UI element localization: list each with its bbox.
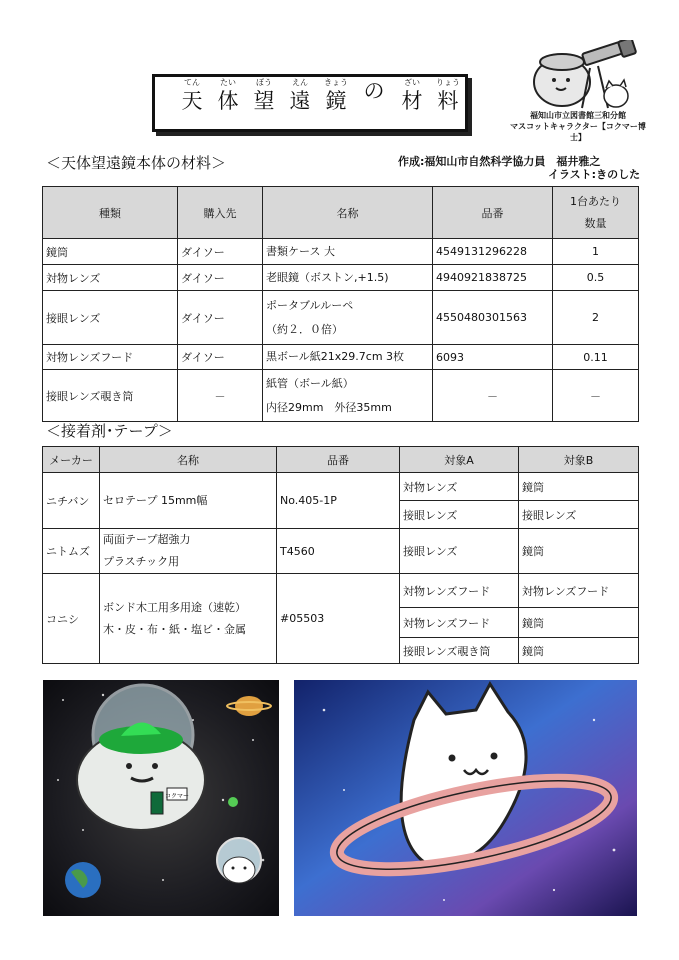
cell-name-line1: ボンド木工用多用途（速乾） xyxy=(103,600,246,614)
mascot-illustration xyxy=(520,40,640,112)
header-qty xyxy=(553,187,639,239)
cell-qty: 1 xyxy=(553,239,639,265)
cell-name-line2: 内径29mm 外径35mm xyxy=(266,400,392,414)
title-kanji: 天 xyxy=(181,89,203,113)
cell-name xyxy=(263,345,433,370)
cell-target-a: 接眼レンズ xyxy=(400,529,519,574)
cell-target-b: 鏡筒 xyxy=(519,608,639,638)
header-code: 品番 xyxy=(277,447,400,473)
cell-name-line1: 黒ボール紙21x29.7cm 3枚 xyxy=(266,350,405,363)
cell-type: 鏡筒 xyxy=(43,239,178,265)
title-kanji: の xyxy=(363,79,385,103)
cell-target-a: 接眼レンズ xyxy=(400,501,519,529)
table-row xyxy=(43,529,639,574)
cell-name-line1: セロテープ 15mm幅 xyxy=(103,493,208,507)
cell-target-b: 鏡筒 xyxy=(519,638,639,664)
cell-target-a: 対物レンズフード xyxy=(400,608,519,638)
cell-code: － xyxy=(433,370,553,422)
section-heading-adhesives: ＜接着剤･テープ＞ xyxy=(46,422,173,440)
title-kanji: 遠 xyxy=(289,89,311,113)
cell-qty: － xyxy=(553,370,639,422)
cell-type: 対物レンズフード xyxy=(43,345,178,370)
title-char xyxy=(394,78,430,114)
title-ruby: りょう xyxy=(436,78,460,87)
header-name: 名称 xyxy=(263,187,433,239)
cell-shop: ダイソー xyxy=(178,345,263,370)
title-kanji: 体 xyxy=(217,89,239,113)
header-target-a: 対象A xyxy=(400,447,519,473)
table-row xyxy=(43,345,639,370)
mascot-caption: マスコットキャラクター【コクマー博士】 xyxy=(510,122,646,142)
cell-name-line1: 書類ケース 大 xyxy=(266,244,335,258)
cell-name-line2: 木・皮・布・紙・塩ビ・金属 xyxy=(103,622,246,636)
header-type: 種類 xyxy=(43,187,178,239)
header-name: 名称 xyxy=(100,447,277,473)
cell-target-b: 対物レンズフード xyxy=(519,574,639,608)
cell-target-b: 鏡筒 xyxy=(519,473,639,501)
title-char xyxy=(282,78,318,114)
cell-code: No.405-1P xyxy=(277,473,400,529)
title-kanji: 鏡 xyxy=(325,89,347,113)
cell-name-line2: プラスチック用 xyxy=(103,555,180,568)
title-ruby: えん xyxy=(292,78,308,87)
header-shop: 購入先 xyxy=(178,187,263,239)
title-char xyxy=(210,78,246,114)
cell-type: 対物レンズ xyxy=(43,265,178,291)
title-char xyxy=(174,78,210,114)
cell-name xyxy=(100,473,277,529)
table-header-row xyxy=(43,447,639,473)
saturn-cat-illustration xyxy=(294,680,637,916)
title-ruby: ざい xyxy=(404,78,420,87)
title-ruby: たい xyxy=(220,78,236,87)
title-char xyxy=(430,78,466,114)
table-row xyxy=(43,473,639,501)
cell-code: 4940921838725 xyxy=(433,265,553,291)
table-row xyxy=(43,291,639,345)
cell-target-b: 接眼レンズ xyxy=(519,501,639,529)
cell-target-a: 対物レンズ xyxy=(400,473,519,501)
cell-code: 4550480301563 xyxy=(433,291,553,345)
header-qty-line1: 1台あたり xyxy=(570,194,621,208)
table-row xyxy=(43,574,639,608)
cell-qty: 2 xyxy=(553,291,639,345)
telescope-materials-table xyxy=(42,186,639,422)
cell-qty: 0.5 xyxy=(553,265,639,291)
cell-name xyxy=(100,529,277,574)
title-char xyxy=(356,78,392,104)
cell-name-line2: （約２．０倍） xyxy=(266,322,343,336)
cell-maker: ニトムズ xyxy=(43,529,100,574)
cell-target-a: 接眼レンズ覗き筒 xyxy=(400,638,519,664)
table-row xyxy=(43,370,639,422)
nameplate-text: コクマー xyxy=(164,793,190,800)
cell-name xyxy=(100,574,277,664)
title-kanji: 望 xyxy=(253,89,275,113)
title-ruby: てん xyxy=(184,78,200,87)
table-row xyxy=(43,239,639,265)
header-qty-line2: 数量 xyxy=(584,216,607,230)
title-char xyxy=(318,78,354,114)
cell-code: #05503 xyxy=(277,574,400,664)
cell-name xyxy=(263,291,433,345)
header-maker: メーカー xyxy=(43,447,100,473)
cell-shop: ダイソー xyxy=(178,265,263,291)
title-ruby: ぼう xyxy=(256,78,272,87)
header-target-b: 対象B xyxy=(519,447,639,473)
cell-code: 4549131296228 xyxy=(433,239,553,265)
cell-maker: コニシ xyxy=(43,574,100,664)
cell-type: 接眼レンズ xyxy=(43,291,178,345)
header-code: 品番 xyxy=(433,187,553,239)
cell-shop: － xyxy=(178,370,263,422)
cell-name-line1: 両面テープ超強力 xyxy=(103,533,191,546)
adhesives-table xyxy=(42,446,639,664)
cell-name xyxy=(263,265,433,291)
title-kanji: 料 xyxy=(437,89,459,113)
cell-code: 6093 xyxy=(433,345,553,370)
title-kanji: 材 xyxy=(401,89,423,113)
cell-target-a: 対物レンズフード xyxy=(400,574,519,608)
cell-shop: ダイソー xyxy=(178,291,263,345)
title-ruby: きょう xyxy=(324,78,348,87)
table-row xyxy=(43,265,639,291)
title-char xyxy=(246,78,282,114)
cell-name xyxy=(263,370,433,422)
cell-code: T4560 xyxy=(277,529,400,574)
cell-name-line1: 老眼鏡（ボストン,+1.5) xyxy=(266,270,389,284)
cell-name xyxy=(263,239,433,265)
cell-type: 接眼レンズ覗き筒 xyxy=(43,370,178,422)
space-astronaut-illustration xyxy=(43,680,279,916)
section-heading-telescope: ＜天体望遠鏡本体の材料＞ xyxy=(46,154,227,172)
author-credit: 作成:福知山市自然科学協力員 福井雅之 xyxy=(398,155,601,168)
cell-qty: 0.11 xyxy=(553,345,639,370)
illustrator-credit: イラスト:きのした xyxy=(548,168,641,181)
org-name: 福知山市立図書館三和分館 xyxy=(530,111,626,120)
cell-maker: ニチバン xyxy=(43,473,100,529)
cell-name-line1: 紙管（ボール紙） xyxy=(266,376,354,390)
cell-target-b: 鏡筒 xyxy=(519,529,639,574)
cell-name-line1: ポータブルルーペ xyxy=(266,298,354,312)
cell-shop: ダイソー xyxy=(178,239,263,265)
table-header-row xyxy=(43,187,639,239)
